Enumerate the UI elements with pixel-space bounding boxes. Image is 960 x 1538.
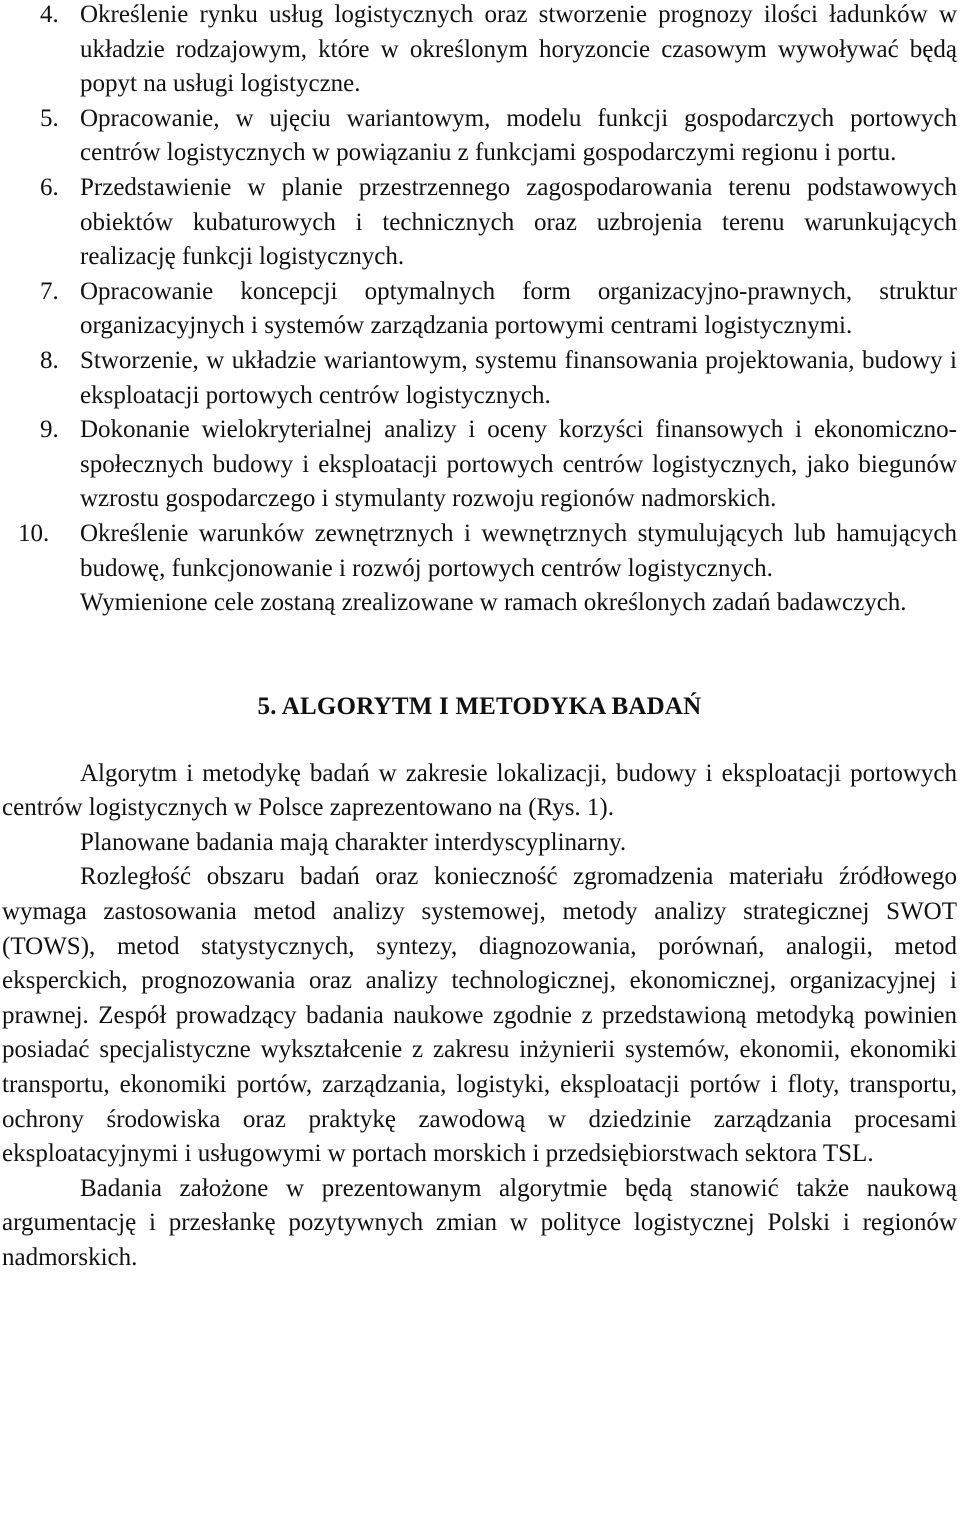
list-item	[2, 275, 957, 344]
list-item-text: Opracowanie, w ujęciu wariantowym, modelu funkcji gospodarczych portowych centrów logistycznych w powiązaniu z funkcjami gospodarczymi regionu i portu.	[80, 104, 957, 167]
list-item-number: 8.	[40, 346, 59, 374]
list-item-number: 7.	[40, 277, 59, 305]
list-item-text: Opracowanie koncepcji optymalnych form organizacyjno-prawnych, struktur organizacyjnych i systemów zarządzania portowymi centrami logistycznymi.	[80, 277, 957, 340]
list-item-text: Określenie rynku usług logistycznych oraz stworzenie prognozy ilości ładunków w układzie rodzajowym, które w określonym horyzoncie czasowym wywoływać będą popyt na usługi logistyczne.	[80, 1, 957, 98]
closing-paragraph: Wymienione cele zostaną zrealizowane w ramach określonych zadań badawczych.	[80, 589, 907, 617]
section-heading: 5. ALGORYTM I METODYKA BADAŃ	[257, 692, 702, 720]
list-item	[2, 413, 957, 517]
list-item-number: 6.	[40, 173, 59, 201]
list-item-text: Określenie warunków zewnętrznych i wewnętrznych stymulujących lub hamujących budowę, funkcjonowanie i rozwój portowych centrów logistycznych.	[80, 519, 957, 582]
document-page	[2, 0, 957, 1276]
list-item	[2, 171, 957, 275]
list-item	[2, 344, 957, 413]
objectives-list	[2, 0, 957, 586]
body-paragraph: Algorytm i metodykę badań w zakresie lokalizacji, budowy i eksploatacji portowych centrów logistycznych w Polsce zaprezentowano na (Rys. 1).	[2, 759, 957, 822]
list-item-number: 10.	[18, 519, 50, 547]
list-item	[2, 102, 957, 171]
list-item-number: 5.	[40, 104, 59, 132]
list-item-text: Dokonanie wielokryterialnej analizy i oceny korzyści finansowych i ekonomiczno-społecznych budowy i eksploatacji portowych centrów logistycznych, jako biegunów wzrostu gospodarczego i stymulanty rozwoju regionów nadmorskich.	[80, 416, 957, 513]
body-paragraph: Rozległość obszaru badań oraz konieczność zgromadzenia materiału źródłowego wymaga zastosowania metod analizy systemowej, metody analizy strategicznej SWOT (TOWS), metod statystycznych, syntezy, diagnozowania, porównań, analogii, metod eksperckich, prognozowania oraz analizy technologicznej, ekonomicznej, organizacyjnej i prawnej. Zespół prowadzący badania naukowe zgodnie z przedstawioną metodyką powinien posiadać specjalistyczne wykształcenie z zakresu inżynierii systemów, ekonomii, ekonomiki transportu, ekonomiki portów, zarządzania, logistyki, eksploatacji portów i floty, transportu, ochrony środowiska oraz praktykę zawodową w dziedzinie zarządzania procesami eksploatacyjnymi i usługowymi w portach morskich i przedsiębiorstwach sektora TSL.	[2, 863, 957, 1168]
list-item	[2, 517, 957, 586]
body-paragraph: Planowane badania mają charakter interdyscyplinarny.	[80, 828, 627, 856]
list-item-text: Przedstawienie w planie przestrzennego zagospodarowania terenu podstawowych obiektów kubaturowych i technicznych oraz uzbrojenia terenu warunkujących realizację funkcji logistycznych.	[80, 173, 957, 271]
list-item	[2, 0, 957, 102]
body-paragraph: Badania założone w prezentowanym algorytmie będą stanowić także naukową argumentację i przesłankę pozytywnych zmian w polityce logistycznej Polski i regionów nadmorskich.	[2, 1174, 957, 1271]
list-item-text: Stworzenie, w układzie wariantowym, systemu finansowania projektowania, budowy i eksploatacji portowych centrów logistycznych.	[80, 346, 957, 409]
list-item-number: 4.	[40, 1, 59, 28]
list-item-number: 9.	[40, 416, 59, 444]
